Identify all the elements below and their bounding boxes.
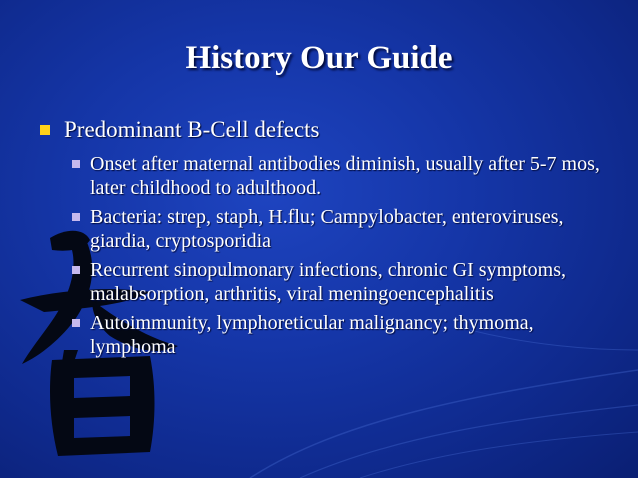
subbullet-list	[70, 152, 608, 359]
subbullet-text: Autoimmunity, lymphoreticular malignancy; thymoma, lymphoma	[90, 312, 534, 358]
square-bullet-icon	[72, 266, 80, 274]
subbullet-item	[70, 152, 608, 200]
square-bullet-icon	[40, 125, 50, 135]
subbullet-text: Onset after maternal antibodies diminish, usually after 5-7 mos, later childhood to adulthood.	[90, 153, 600, 199]
subbullet-item	[70, 258, 608, 306]
square-bullet-icon	[72, 319, 80, 327]
square-bullet-icon	[72, 213, 80, 221]
bullet-item	[38, 116, 608, 144]
subbullet-item	[70, 311, 608, 359]
bullet-list	[38, 116, 608, 364]
subbullet-item	[70, 205, 608, 253]
slide-title: History Our Guide	[185, 40, 453, 76]
square-bullet-icon	[72, 160, 80, 168]
subbullet-text: Recurrent sinopulmonary infections, chronic GI symptoms, malabsorption, arthritis, viral meningoencephalitis	[90, 259, 567, 305]
bullet-text: Predominant B-Cell defects	[64, 117, 320, 142]
subbullet-text: Bacteria: strep, staph, H.flu; Campylobacter, enteroviruses, giardia, cryptosporidia	[90, 206, 564, 252]
